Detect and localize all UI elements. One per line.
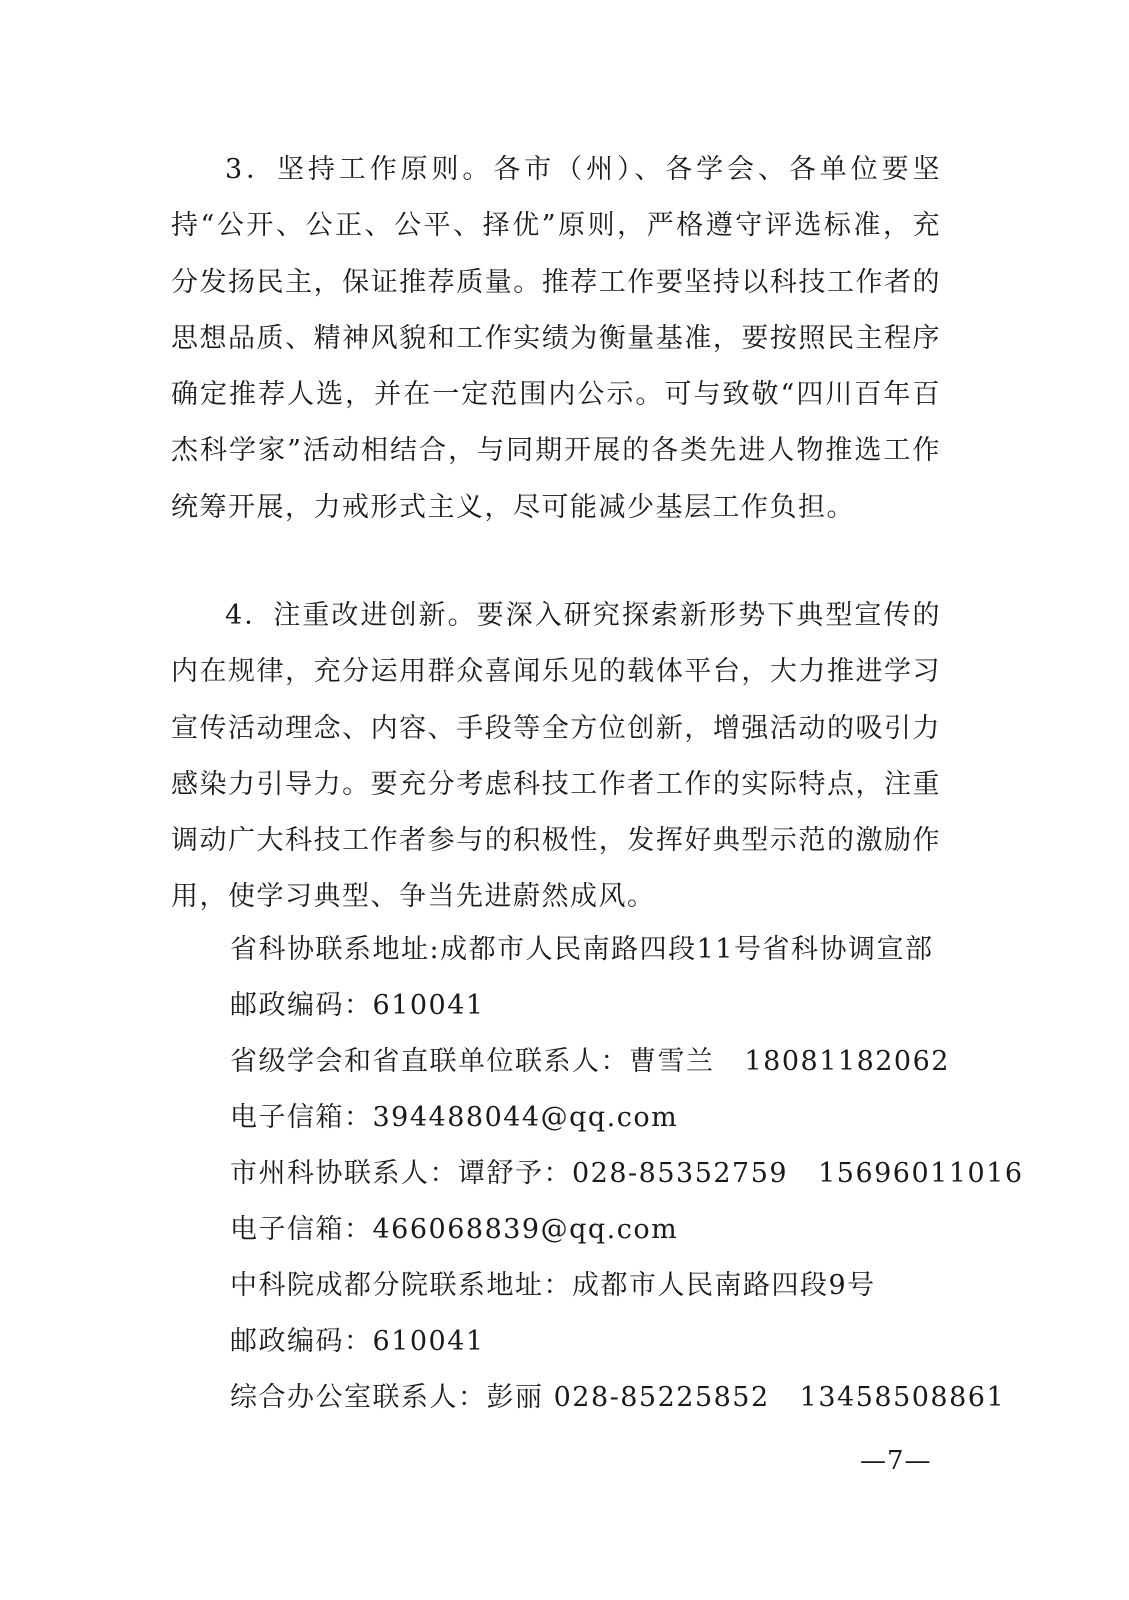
office-contact-phone: 13458508861 (799, 1382, 1006, 1413)
society-contact-name: 省级学会和省直联单位联系人：曹雪兰 (230, 1046, 715, 1077)
society-contact-line (230, 1034, 950, 1090)
paragraph-innovation: 4．注重改进创新。要深入研究探索新形势下典型宣传的内在规律，充分运用群众喜闻乐见的载体平台，大力推进学习宣传活动理念、内容、手段等全方位创新，增强活动的吸引力感染力引导力。要充分考虑科技工作者工作的实际特点，注重调动广大科技工作者参与的积极性，发挥好典型示范的激励作用，使学习典型、争当先进蔚然成风。 (171, 600, 941, 913)
city-contact-line (230, 1146, 1024, 1202)
office-contact-name: 综合办公室联系人：彭丽 028-85225852 (230, 1382, 770, 1413)
city-email-line: 电子信箱：466068839@qq.com (230, 1214, 679, 1245)
cas-postcode-line: 邮政编码：610041 (230, 1326, 485, 1357)
cas-address-line: 中科院成都分院联系地址：成都市人民南路四段9号 (230, 1270, 876, 1301)
office-contact-line (230, 1370, 1006, 1426)
paragraph-work-principles: 3．坚持工作原则。各市（州）、各学会、各单位要坚持“公开、公正、公平、择优”原则，严格遵守评选标准，充分发扬民主，保证推荐质量。推荐工作要坚持以科技工作者的思想品质、精神风貌和工作实绩为衡量基准，要按照民主程序确定推荐人选，并在一定范围内公示。可与致敬“四川百年百杰科学家”活动相结合，与同期开展的各类先进人物推选工作统筹开展，力戒形式主义，尽可能减少基层工作负担。 (171, 154, 941, 523)
kexie-postcode-line: 邮政编码：610041 (230, 990, 485, 1021)
society-contact-phone: 18081182062 (744, 1046, 950, 1077)
kexie-address-line: 省科协联系地址:成都市人民南路四段11号省科协调宣部 (230, 934, 934, 965)
page-number: —7— (860, 1446, 932, 1476)
city-contact-phone: 15696011016 (818, 1158, 1024, 1189)
society-email-line: 电子信箱：394488044@qq.com (230, 1102, 679, 1133)
city-contact-name: 市州科协联系人：谭舒予：028-85352759 (230, 1158, 789, 1189)
